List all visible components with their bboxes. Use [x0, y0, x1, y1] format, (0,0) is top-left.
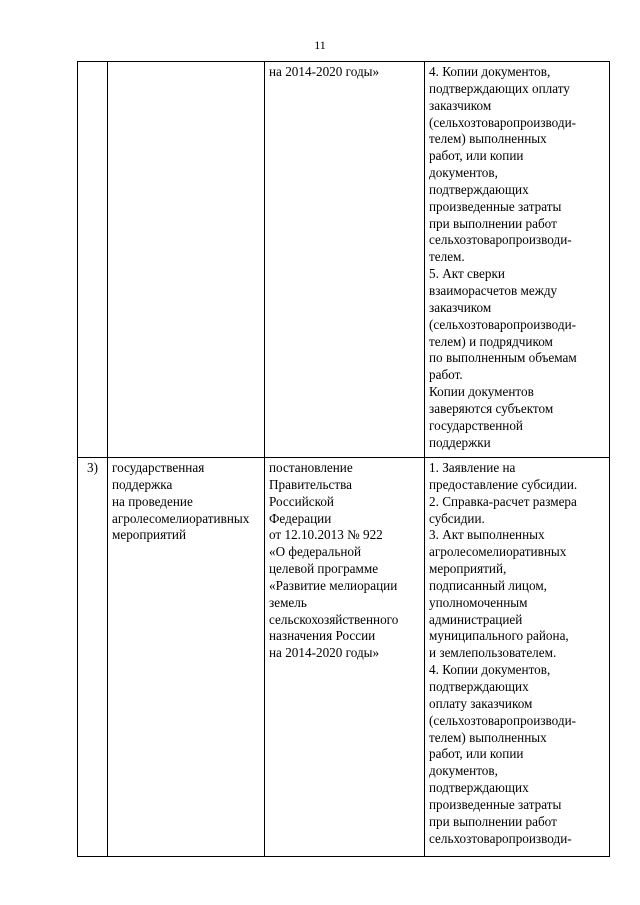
- basis-line: от 12.10.2013 № 922: [269, 527, 383, 543]
- basis-line: на 2014-2020 годы»: [269, 64, 380, 79]
- documents-line: субсидии.: [429, 510, 485, 526]
- documents-line: работ, или копии: [429, 746, 524, 762]
- documents-line: документов,: [429, 763, 498, 779]
- documents-line: подтверждающих: [429, 678, 529, 694]
- documents-cell: [425, 458, 610, 857]
- documents-line: подтверждающих: [429, 181, 529, 197]
- documents-cell: [425, 62, 610, 458]
- measure-line: поддержка: [112, 476, 173, 492]
- documents-line: заказчиком: [429, 299, 492, 315]
- documents-line: произведенные затраты: [429, 198, 562, 214]
- basis-line: «Развитие мелиорации: [269, 577, 398, 593]
- documents-line: телем.: [429, 249, 465, 265]
- measure-line: агролесомелиоративных: [112, 510, 250, 526]
- basis-line: постановление: [269, 460, 353, 475]
- documents-line: 4. Копии документов,: [429, 662, 551, 678]
- documents-line: заказчиком: [429, 97, 492, 113]
- basis-line: сельскохозяйственного: [269, 611, 399, 627]
- documents-line: 1. Заявление на: [429, 460, 516, 475]
- requirements-table: [77, 61, 610, 857]
- documents-line: телем) выполненных: [429, 729, 547, 745]
- documents-line: заверяются субъектом: [429, 400, 554, 416]
- documents-line: документов,: [429, 165, 498, 181]
- basis-line: земель: [269, 594, 307, 610]
- documents-line: телем) и подрядчиком: [429, 333, 553, 349]
- basis-line: целевой программе: [269, 561, 379, 577]
- basis-line: Российской: [269, 493, 334, 509]
- documents-line: 3. Акт выполненных: [429, 527, 545, 543]
- documents-line: работ, или копии: [429, 148, 524, 164]
- measure-line: мероприятий: [112, 527, 187, 543]
- documents-line: произведенные затраты: [429, 796, 562, 812]
- documents-line: сельхозтоваропроизводи-: [429, 232, 572, 248]
- basis-line: на 2014-2020 годы»: [269, 645, 380, 661]
- basis-cell: [265, 62, 425, 458]
- documents-line: поддержки: [429, 434, 491, 450]
- documents-line: подписанный лицом,: [429, 577, 547, 593]
- documents-line: при выполнении работ: [429, 813, 557, 829]
- documents-line: подтверждающих: [429, 780, 529, 796]
- documents-line: уполномоченным: [429, 594, 528, 610]
- documents-line: муниципального района,: [429, 628, 569, 644]
- basis-cell: [265, 458, 425, 857]
- documents-line: 5. Акт сверки: [429, 266, 505, 282]
- documents-line: работ.: [429, 367, 463, 383]
- documents-line: 4. Копии документов,: [429, 64, 551, 79]
- table-row: [78, 458, 610, 857]
- documents-line: (сельхозтоваропроизводи-: [429, 316, 577, 332]
- documents-line: взаиморасчетов между: [429, 282, 558, 298]
- documents-line: подтверждающих оплату: [429, 80, 570, 96]
- page-number: 11: [314, 38, 326, 52]
- measure-cell: [108, 62, 265, 458]
- documents-line: оплату заказчиком: [429, 695, 533, 711]
- documents-line: агролесомелиоративных: [429, 544, 567, 560]
- documents-line: (сельхозтоваропроизводи-: [429, 114, 577, 130]
- measure-cell: [108, 458, 265, 857]
- documents-line: мероприятий,: [429, 561, 507, 577]
- basis-line: назначения России: [269, 628, 376, 644]
- row-number-cell: [78, 62, 108, 458]
- measure-line: государственная: [112, 460, 205, 475]
- documents-line: телем) выполненных: [429, 131, 547, 147]
- table-row: [78, 62, 610, 458]
- documents-line: сельхозтоваропроизводи-: [429, 830, 572, 846]
- documents-line: и землепользователем.: [429, 645, 557, 661]
- documents-line: 2. Справка-расчет размера: [429, 493, 577, 509]
- documents-line: администрацией: [429, 611, 523, 627]
- documents-line: по выполненным объемам: [429, 350, 577, 366]
- documents-line: предоставление субсидии.: [429, 476, 578, 492]
- row-number-cell: 3): [78, 458, 108, 857]
- documents-line: (сельхозтоваропроизводи-: [429, 712, 577, 728]
- basis-line: «О федеральной: [269, 544, 362, 560]
- documents-line: государственной: [429, 417, 523, 433]
- basis-line: Правительства: [269, 476, 352, 492]
- documents-line: при выполнении работ: [429, 215, 557, 231]
- measure-line: на проведение: [112, 493, 193, 509]
- documents-line: Копии документов: [429, 384, 534, 400]
- basis-line: Федерации: [269, 510, 332, 526]
